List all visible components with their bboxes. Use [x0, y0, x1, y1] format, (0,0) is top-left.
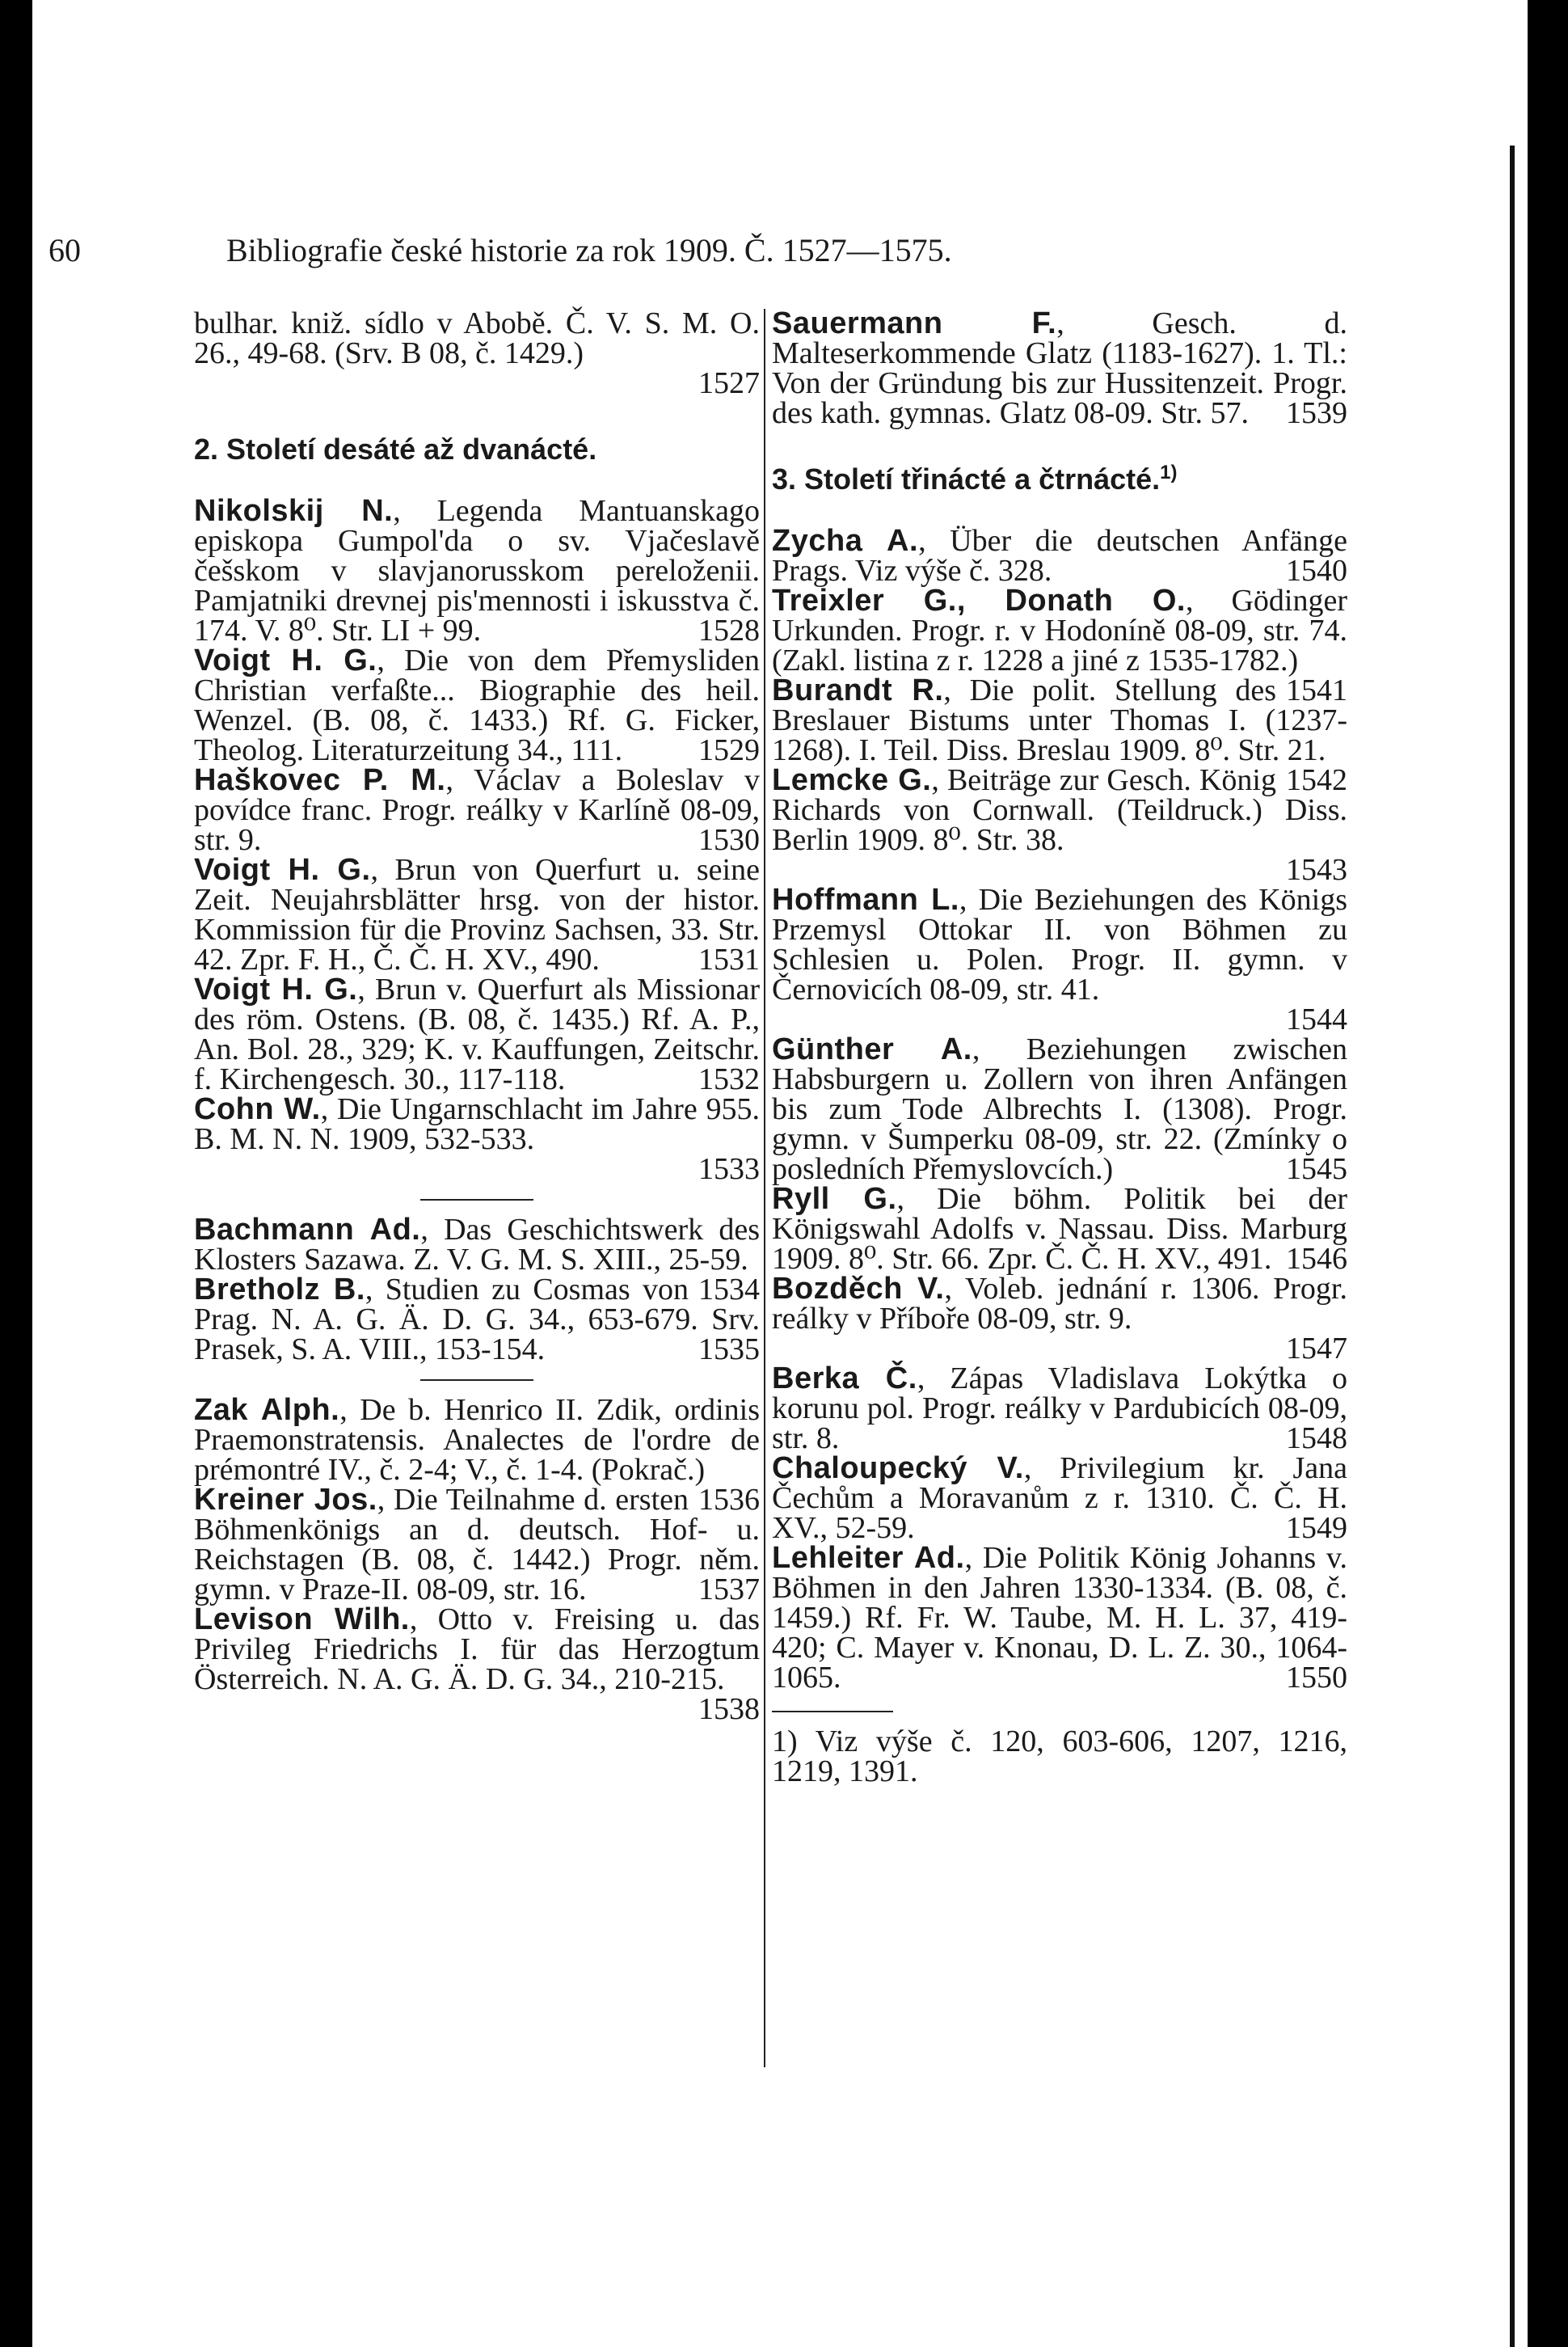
author-name: Bachmann Ad.	[194, 1213, 421, 1247]
right-column	[772, 306, 1347, 1788]
author-name: Levison Wilh.	[194, 1602, 410, 1636]
entry-number: 1529	[698, 733, 760, 767]
author-name: Günther A.	[772, 1032, 972, 1066]
entry-number: 1535	[698, 1332, 760, 1366]
entry-text: , Otto v. Freising u. das Privileg Friedrichs I. für das Herzogtum Österreich. N. A. G. Ä. D. G. 34., 210-215.	[194, 1602, 760, 1696]
entry-text: , Die polit. Stellung des Breslauer Bistums unter Thomas I. (1237-1268). I. Teil. Diss. Breslau 1909. 8⁰. Str. 21.	[772, 673, 1347, 767]
entry-number: 1548	[1286, 1421, 1347, 1455]
author-name: Voigt H. G.	[194, 644, 377, 678]
entry-text: , Gödinger Urkunden. Progr. r. v Hodoníně 08-09, str. 74. (Zakl. listina z r. 1228 a jiné z 1535-1782.)	[772, 584, 1347, 678]
author-name: Berka Č.	[772, 1361, 917, 1395]
entry-1544	[772, 885, 1347, 1035]
separator-rule	[420, 1199, 533, 1201]
entry-number: 1546	[1286, 1242, 1347, 1276]
entry-1530	[194, 763, 760, 857]
footnote-mark: 1)	[772, 1724, 798, 1758]
section-title: 3. Století třinácté a čtrnácté.	[772, 462, 1161, 496]
author-name: Zycha A.	[772, 524, 919, 558]
entry-number: 1534	[698, 1273, 760, 1306]
footnote	[772, 1724, 1347, 1788]
running-title: Bibliografie české historie za rok 1909. Č. 1527—1575.	[226, 232, 952, 268]
entry-number: 1539	[1286, 396, 1347, 430]
entry-1535	[194, 1275, 760, 1365]
footnote-rule	[772, 1711, 893, 1712]
entry-1532	[194, 975, 760, 1095]
author-name: Bozděch V.	[772, 1272, 945, 1306]
entry-1533	[194, 1092, 760, 1186]
page-edge-line	[1510, 146, 1515, 2347]
author-name: Kreiner Jos.	[194, 1483, 377, 1517]
author-name: Nikolskij N.	[194, 494, 394, 528]
section-heading-3	[772, 464, 1347, 494]
entry-1545	[772, 1032, 1347, 1186]
section-heading-2: 2. Století desáté až dvanácté.	[194, 433, 597, 466]
entry-text: , Die Ungarnschlacht im Jahre 955. B. M. N. N. 1909, 532-533.	[194, 1092, 760, 1156]
author-name: Zak Alph.	[194, 1393, 340, 1427]
entry-number: 1533	[698, 1152, 760, 1186]
entry-number: 1531	[698, 943, 760, 977]
author-name: Cohn W.	[194, 1092, 321, 1126]
entry-number: 1549	[1286, 1511, 1347, 1545]
entry-1548	[772, 1361, 1347, 1455]
entry-text: , Die Teilnahme d. ersten Böhmenkönigs an d. deutsch. Hof- u. Reichstagen (B. 08, č. 1442.) Progr. něm. gymn. v Praze-II. 08-09, str. 16.	[194, 1483, 760, 1606]
author-name: Bretholz B.	[194, 1273, 365, 1306]
author-name: Chaloupecký V.	[772, 1451, 1024, 1485]
entry-1539	[772, 306, 1347, 430]
entry-1527	[194, 306, 760, 400]
scan-border	[1528, 0, 1568, 2347]
entry-number: 1547	[1286, 1332, 1347, 1366]
entry-text: , Studien zu Cosmas von Prag. N. A. G. Ä. D. G. 34., 653-679. Srv. Prasek, S. A. VIII., 153-154.	[194, 1273, 760, 1366]
entry-1540	[772, 526, 1347, 586]
entry-text: , Die von dem Přemysliden Christian verfaßte... Biographie des heil. Wenzel. (B. 08, č. 1433.) Rf. G. Ficker, Theolog. Literaturzeitung 34., 111.	[194, 644, 760, 767]
author-name: Sauermann F.	[772, 306, 1057, 340]
entry-1543	[772, 763, 1347, 887]
entry-text: bulhar. kniž. sídlo v Abobě. Č. V. S. M. O. 26., 49-68. (Srv. B 08, č. 1429.)	[194, 306, 760, 370]
author-name: Hoffmann L.	[772, 883, 959, 917]
entry-1537	[194, 1485, 760, 1605]
entry-number: 1542	[1286, 763, 1347, 797]
author-name: Haškovec P. M.	[194, 763, 446, 797]
author-name: Lehleiter Ad.	[772, 1541, 965, 1575]
column-divider	[764, 309, 765, 2067]
entry-1550	[772, 1543, 1347, 1693]
entry-text: , De b. Henrico II. Zdik, ordinis Praemonstratensis. Analectes de l'ordre de prémontré IV., č. 2-4; V., č. 1-4. (Pokrač.)	[194, 1393, 760, 1487]
author-name: Lemcke G.	[772, 763, 932, 797]
author-name: Treixler G., Donath O.	[772, 584, 1186, 618]
entry-number: 1543	[1286, 853, 1347, 887]
entry-text: , Zápas Vladislava Lokýtka o korunu pol. Progr. reálky v Pardubicích 08-09, str. 8.	[772, 1361, 1347, 1455]
entry-1547	[772, 1274, 1347, 1364]
entry-text: , Václav a Boleslav v povídce franc. Progr. reálky v Karlíně 08-09, str. 9.	[194, 763, 760, 857]
entry-number: 1527	[698, 366, 760, 400]
entry-number: 1528	[698, 614, 760, 648]
entry-text: , Die Politik König Johanns v. Böhmen in den Jahren 1330-1334. (B. 08, č. 1459.) Rf. Fr. W. Taube, M. H. L. 37, 419-420; C. Mayer v. Knonau, D. L. Z. 30., 1064-1065.	[772, 1541, 1347, 1695]
entry-text: , Die Beziehungen des Königs Przemysl Ottokar II. von Böhmen zu Schlesien u. Polen. Progr. II. gymn. v Černovicích 08-09, str. 41.	[772, 883, 1347, 1007]
entry-1538	[194, 1602, 760, 1726]
entry-text: , Brun v. Querfurt als Missionar des röm. Ostens. (B. 08, č. 1435.) Rf. A. P., An. Bol. 28., 329; K. v. Kauffungen, Zeitschr. f. Kirchengesch. 30., 117-118.	[194, 973, 760, 1096]
entry-1549	[772, 1451, 1347, 1545]
entry-text: , Das Geschichtswerk des Klosters Sazawa. Z. V. G. M. S. XIII., 25-59.	[194, 1213, 760, 1277]
entry-text: , Privilegium kr. Jana Čechům a Moravanům z r. 1310. Č. Č. H. XV., 52-59.	[772, 1451, 1347, 1545]
entry-text: , Brun von Querfurt u. seine Zeit. Neujahrsblätter hrsg. von der histor. Kommission für die Provinz Sachsen, 33. Str. 42. Zpr. F. H., Č. Č. H. XV., 490.	[194, 853, 760, 977]
entry-1531	[194, 855, 760, 975]
entry-number: 1550	[1286, 1661, 1347, 1695]
entry-text: , Über die deutschen Anfänge Prags. Viz výše č. 328.	[772, 524, 1347, 588]
entry-1529	[194, 646, 760, 766]
entry-1546	[772, 1184, 1347, 1274]
entry-text: , Voleb. jednání r. 1306. Progr. reálky v Příboře 08-09, str. 9.	[772, 1272, 1347, 1336]
entry-text: , Beiträge zur Gesch. König Richards von Cornwall. (Teildruck.) Diss. Berlin 1909. 8⁰. Str. 38.	[772, 763, 1347, 857]
separator-rule	[420, 1379, 533, 1381]
entry-number: 1544	[1286, 1003, 1347, 1036]
page-number: 60	[48, 232, 81, 268]
entry-1528	[194, 496, 760, 646]
author-name: Voigt H. G.	[194, 973, 358, 1007]
entry-number: 1532	[698, 1062, 760, 1096]
author-name: Ryll G.	[772, 1182, 897, 1216]
footnote-ref: 1)	[1160, 462, 1178, 483]
left-column	[194, 306, 761, 1726]
entry-number: 1540	[1286, 554, 1347, 588]
author-name: Voigt H. G.	[194, 853, 371, 887]
entry-number: 1530	[698, 823, 760, 857]
entry-text: , Gesch. d. Malteserkommende Glatz (1183-1627). 1. Tl.: Von der Gründung bis zur Hussitenzeit. Progr. des kath. gymnas. Glatz 08-09. Str. 57.	[772, 306, 1347, 430]
entry-number: 1536	[698, 1483, 760, 1517]
entry-number: 1537	[698, 1572, 760, 1606]
running-header	[48, 231, 952, 269]
author-name: Burandt R.	[772, 673, 944, 707]
entry-number: 1541	[1286, 673, 1347, 707]
entry-text: , Die böhm. Politik bei der Königswahl Adolfs v. Nassau. Diss. Marburg 1909. 8⁰. Str. 66. Zpr. Č. Č. H. XV., 491.	[772, 1182, 1347, 1276]
entry-number: 1545	[1286, 1152, 1347, 1186]
footnote-text: Viz výše č. 120, 603-606, 1207, 1216, 1219, 1391.	[772, 1724, 1347, 1788]
entry-text: , Legenda Mantuanskago episkopa Gumpol'da o sv. Vjačeslavě češskom v slavjanorusskom pereloženii. Pamjatniki drevnej pis'mennosti i iskusstva č. 174. V. 8⁰. Str. LI + 99.	[194, 494, 761, 648]
entry-text: , Beziehungen zwischen Habsburgern u. Zollern von ihren Anfängen bis zum Tode Albrechts I. (1308). Progr. gymn. v Šumperku 08-09, str. 22. (Zmínky o posledních Přemyslovcích.)	[772, 1032, 1347, 1186]
entry-number: 1538	[698, 1692, 760, 1726]
